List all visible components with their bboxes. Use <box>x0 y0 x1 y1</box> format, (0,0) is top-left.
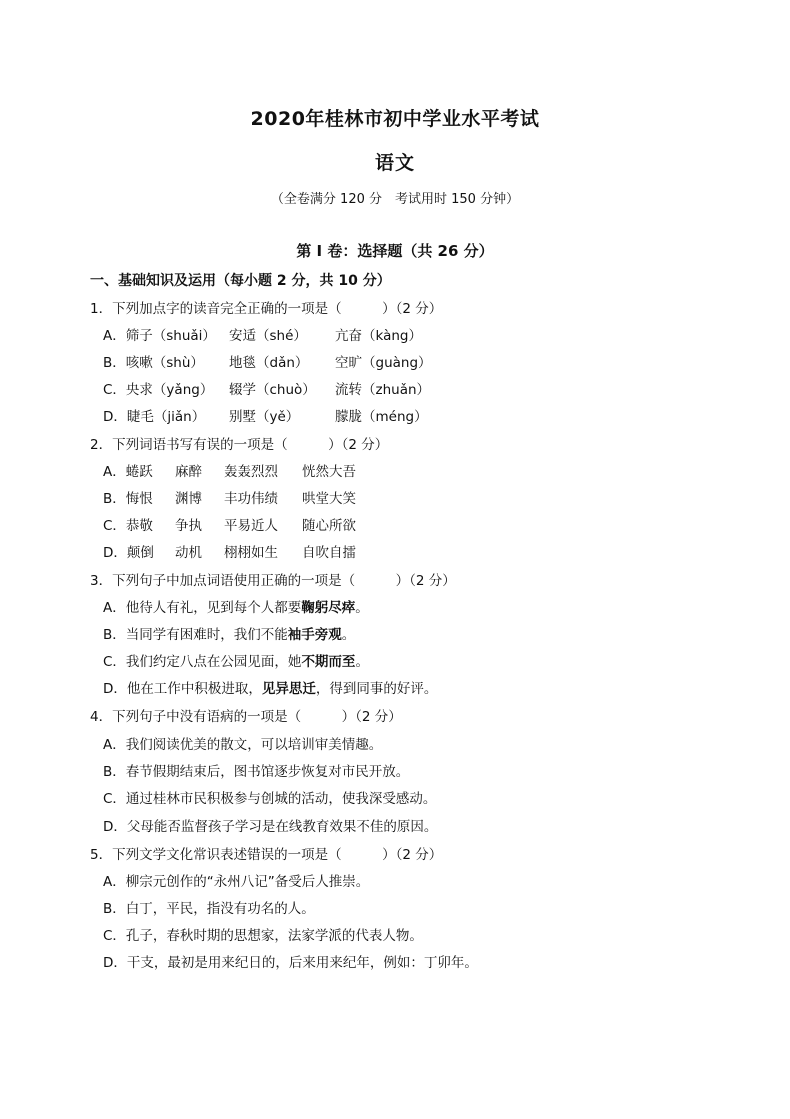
option-term: 轰轰烈烈 <box>224 464 278 480</box>
exam-note: （全卷满分 120 分 考试用时 150 分钟） <box>270 192 520 207</box>
option-term: 争执 <box>175 518 202 534</box>
option-term: 随心所欲 <box>302 518 356 534</box>
dotted-term: 见异思迁 <box>261 681 316 697</box>
option-term: 辍学（chuò） <box>229 382 316 398</box>
option-text: C．我们约定八点在公园见面，她 <box>103 654 302 670</box>
question-3-option-d <box>103 677 437 697</box>
option-term: 麻醉 <box>175 464 202 480</box>
option-term: 丰功伟绩 <box>224 491 278 507</box>
question-4-stem: 4．下列句子中没有语病的一项是（ ）（2 分） <box>90 709 402 725</box>
option-term: 栩栩如生 <box>224 545 278 561</box>
exam-title: 2020年桂林市初中学业水平考试 <box>250 108 540 130</box>
option-term: C．央求（yǎng） <box>103 382 214 398</box>
section-heading: 一、基础知识及运用（每小题 2 分，共 10 分） <box>90 273 391 289</box>
option-term: 空旷（guàng） <box>335 355 432 371</box>
question-4-option-b: B．春节假期结束后，图书馆逐步恢复对市民开放。 <box>103 764 410 780</box>
question-3-option-a <box>103 596 369 616</box>
question-2-stem: 2．下列词语书写有误的一项是（ ）（2 分） <box>90 437 389 453</box>
question-5-option-c: C．孔子，春秋时期的思想家，法家学派的代表人物。 <box>103 928 423 944</box>
option-term: D．颠倒 <box>103 545 154 561</box>
dotted-term: 袖手旁观 <box>287 627 342 643</box>
option-text: 。 <box>355 600 369 616</box>
question-3-option-c <box>103 650 369 670</box>
option-term: 平易近人 <box>224 518 278 534</box>
question-5-option-a: A．柳宗元创作的“永州八记”备受后人推崇。 <box>103 874 370 890</box>
option-term: A．蜷跃 <box>103 464 153 480</box>
option-term: A．筛子（shuǎi） <box>103 328 216 344</box>
option-text: D．他在工作中积极进取， <box>103 681 262 697</box>
dotted-term: 不期而至 <box>301 654 356 670</box>
option-term: 渊博 <box>175 491 202 507</box>
question-1-stem: 1．下列加点字的读音完全正确的一项是（ ）（2 分） <box>90 301 443 317</box>
question-3-option-b <box>103 623 355 643</box>
option-term: 别墅（yě） <box>229 409 300 425</box>
option-term: D．睫毛（jiǎn） <box>103 409 206 425</box>
option-term: 安适（shé） <box>229 328 307 344</box>
option-term: 地毯（dǎn） <box>229 355 309 371</box>
question-5-option-b: B．白丁，平民，指没有功名的人。 <box>103 901 315 917</box>
option-term: 流转（zhuǎn） <box>335 382 431 398</box>
option-term: B．悔恨 <box>103 491 153 507</box>
option-term: 哄堂大笑 <box>302 491 356 507</box>
question-4-option-d: D．父母能否监督孩子学习是在线教育效果不佳的原因。 <box>103 819 438 835</box>
question-4-option-c: C．通过桂林市民积极参与创城的活动，使我深受感动。 <box>103 791 437 807</box>
question-5-option-d: D．干支，最初是用来纪日的，后来用来纪年，例如：丁卯年。 <box>103 955 478 971</box>
option-term: 朦胧（méng） <box>335 409 428 425</box>
question-4-option-a: A．我们阅读优美的散文，可以培训审美情趣。 <box>103 737 383 753</box>
part-heading: 第 I 卷：选择题（共 26 分） <box>296 242 494 260</box>
option-text: A．他待人有礼，见到每个人都要 <box>103 600 302 616</box>
option-text: 。 <box>355 654 369 670</box>
question-3-stem: 3．下列句子中加点词语使用正确的一项是（ ）（2 分） <box>90 573 456 589</box>
option-term: 亢奋（kàng） <box>335 328 422 344</box>
option-text: B．当同学有困难时，我们不能 <box>103 627 288 643</box>
option-text: 。 <box>341 627 356 643</box>
option-term: 恍然大吾 <box>302 464 356 480</box>
option-term: C．恭敬 <box>103 518 153 534</box>
question-5-stem: 5．下列文学文化常识表述错误的一项是（ ）（2 分） <box>90 847 443 863</box>
dotted-term: 鞠躬尽瘁 <box>301 600 356 616</box>
subject-title: 语文 <box>374 152 415 174</box>
option-term: B．咳嗽（shù） <box>103 355 204 371</box>
option-term: 动机 <box>175 545 202 561</box>
option-text: ，得到同事的好评。 <box>315 681 438 697</box>
option-term: 自吹自擂 <box>302 545 356 561</box>
